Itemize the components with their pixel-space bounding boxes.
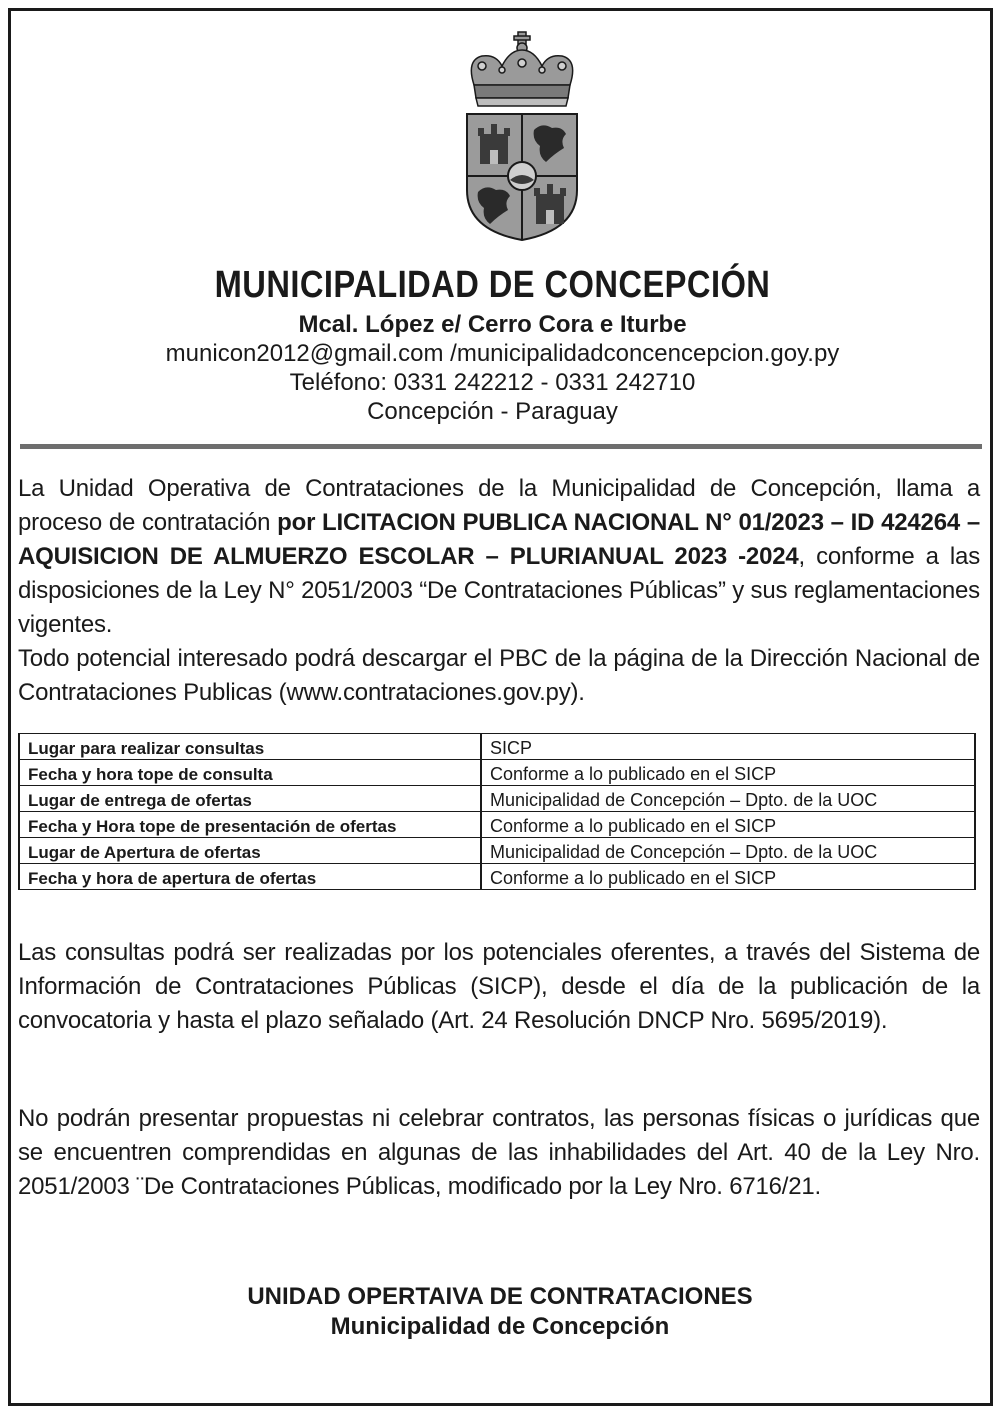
row-value: Conforme a lo publicado en el SICP bbox=[481, 760, 975, 786]
row-label: Fecha y hora tope de consulta bbox=[19, 760, 481, 786]
row-value: Conforme a lo publicado en el SICP bbox=[481, 864, 975, 890]
header-divider bbox=[20, 444, 982, 449]
row-value: SICP bbox=[481, 734, 975, 760]
signature-municipality: Municipalidad de Concepción bbox=[330, 1313, 670, 1340]
location-line: Concepción - Paraguay bbox=[367, 398, 618, 425]
download-instructions: Todo potencial interesado podrá descargar el PBC de la página de la Dirección Nacional de Contrataciones Publicas (www.contrataciones.gov.py). bbox=[18, 645, 980, 706]
row-label: Fecha y hora de apertura de ofertas bbox=[19, 864, 481, 890]
organization-title: MUNICIPALIDAD DE CONCEPCIÓN bbox=[214, 264, 771, 306]
row-label: Lugar para realizar consultas bbox=[19, 734, 481, 760]
consultations-paragraph: Las consultas podrá ser realizadas por los potenciales oferentes, a través del Sistema de Información de Contrataciones Públicas (SICP), desde el día de la publicación de la convocatoria y hasta el plazo señalado (Art. 24 Resolución DNCP Nro. 5695/2019). bbox=[18, 939, 980, 1034]
intro-paragraph bbox=[18, 472, 980, 710]
phone-line: Teléfono: 0331 242212 - 0331 242710 bbox=[289, 369, 696, 396]
row-label: Fecha y Hora tope de presentación de ofertas bbox=[19, 812, 481, 838]
row-value: Municipalidad de Concepción – Dpto. de la UOC bbox=[481, 786, 975, 812]
tender-reference: por LICITACION PUBLICA NACIONAL N° 01/2023 – ID 424264 – AQUISICION DE ALMUERZO ESCOLAR – PLURIANUAL 2023 -2024 bbox=[18, 509, 980, 570]
row-label: Lugar de Apertura de ofertas bbox=[19, 838, 481, 864]
row-label: Lugar de entrega de ofertas bbox=[19, 786, 481, 812]
table-row bbox=[19, 838, 975, 864]
municipal-coat-of-arms-logo bbox=[462, 30, 582, 245]
signature-unit: UNIDAD OPERTAIVA DE CONTRATACIONES bbox=[247, 1283, 753, 1310]
row-value: Conforme a lo publicado en el SICP bbox=[481, 812, 975, 838]
table-row bbox=[19, 864, 975, 890]
address-line: Mcal. López e/ Cerro Cora e Iturbe bbox=[298, 311, 687, 338]
table-row bbox=[19, 734, 975, 760]
row-value: Municipalidad de Concepción – Dpto. de la UOC bbox=[481, 838, 975, 864]
intro-text-end: , conforme a las disposiciones de la Ley N° 2051/2003 “De Contrataciones Públicas” y sus reglamentaciones vigentes. bbox=[18, 543, 980, 638]
restrictions-paragraph: No podrán presentar propuestas ni celebrar contratos, las personas físicas o jurídicas que se encuentren comprendidas en algunas de las inhabilidades del Art. 40 de la Ley Nro. 2051/2003 ¨De Contrataciones Públicas, modificado por la Ley Nro. 6716/21. bbox=[18, 1105, 980, 1200]
table-row bbox=[19, 812, 975, 838]
tender-info-table bbox=[18, 733, 976, 890]
table-row bbox=[19, 786, 975, 812]
table-row bbox=[19, 760, 975, 786]
intro-text-start: La Unidad Operativa de Contrataciones de la Municipalidad de Concepción, llama a proceso de contratación bbox=[18, 475, 980, 536]
contact-line: municon2012@gmail.com /municipalidadconcencepcion.goy.py bbox=[165, 340, 840, 367]
